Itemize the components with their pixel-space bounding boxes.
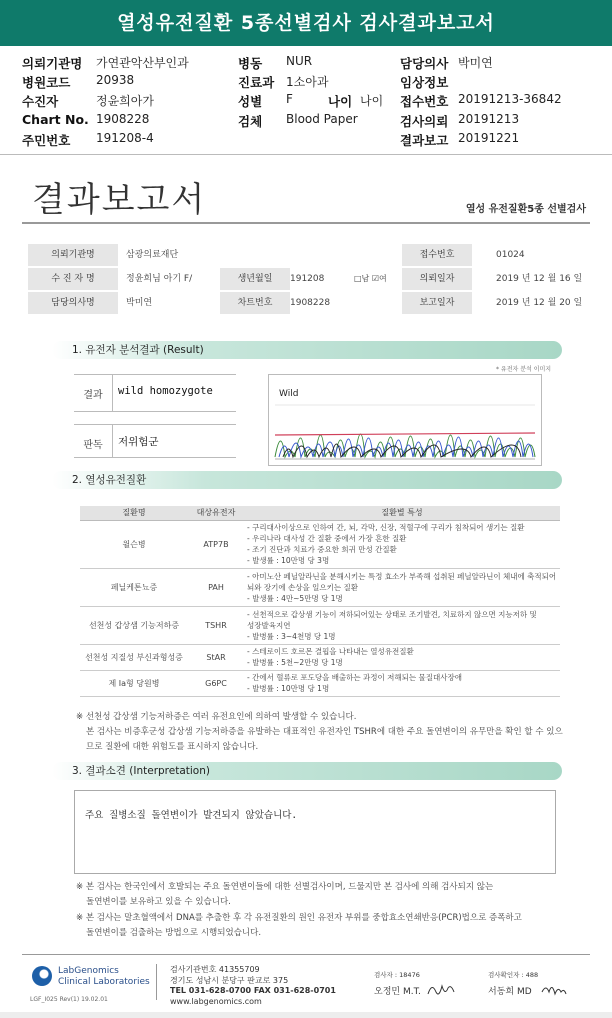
institution-key: 의뢰기관명 [22, 56, 83, 71]
info-dob-label: 생년월일 [220, 268, 290, 290]
disclaimer-2b: 돌연변이를 검출하는 방법으로 시행되었습니다. [86, 928, 262, 938]
info-request-date-value: 2019 년 12 월 16 일 [496, 274, 583, 284]
accession-key: 접수번호 [400, 94, 449, 109]
rrn-value: 191208-4 [96, 131, 154, 145]
lab-address-3: TEL 031-628-0700 FAX 031-628-0701 [170, 986, 336, 995]
labgenomics-logo-icon [32, 966, 52, 986]
header-gene: 대상유전자 [188, 506, 244, 520]
footer-divider [22, 954, 590, 955]
specimen-value: Blood Paper [286, 112, 358, 126]
tshr-note-1: ※ 선천성 갑상샘 기능저하증은 여러 유전요인에 의하여 발생할 수 있습니다. [76, 712, 357, 722]
patient-key: 수진자 [22, 94, 59, 109]
accession-value: 20191213-36842 [458, 92, 562, 106]
table-row [80, 606, 560, 644]
desc-line: 뇌와 장기에 손상을 일으키는 질환 [247, 582, 358, 592]
disclaimer-2a: ※ 본 검사는 말초혈액에서 DNA를 추출한 후 각 유전질환의 원인 유전자 부위를 중합효소연쇄반응(PCR)법으로 증폭하고 [76, 913, 522, 923]
disease-name: 제 Ia형 당원병 [80, 670, 188, 696]
ward-value: NUR [286, 54, 313, 68]
lab-address-4: www.labgenomics.com [170, 997, 262, 1006]
table-row [80, 670, 560, 696]
desc-line: - 발병률 : 3~4천명 당 1명 [247, 631, 336, 641]
lab-address-2: 경기도 성남시 분당구 판교로 375 [170, 976, 289, 985]
disease-desc [244, 644, 560, 670]
hospital-code-value: 20938 [96, 73, 135, 87]
gene-image-note: * 유전자 분석 이미지 [496, 366, 552, 373]
info-report-date-value: 2019 년 12 월 20 일 [496, 298, 583, 308]
desc-line: - 아미노산 페닐알라닌을 분해시키는 특정 효소가 부족해 섭취된 페닐알라닌이 체내에 축적되어 [247, 571, 557, 581]
chart-no-key: Chart No. [22, 112, 89, 127]
desc-line: - 선천적으로 갑상샘 기능이 저하되어있는 상태로 조기발견, 치료하지 않으면 지능저하 및 [247, 609, 537, 619]
disease-name: 윌슨병 [80, 520, 188, 568]
hospital-code-key: 병원코드 [22, 75, 71, 90]
specimen-key: 검체 [238, 114, 263, 129]
info-dob-value: 191208 [290, 274, 325, 284]
chromatogram-trace [269, 375, 541, 465]
section-interpretation-heading: 3. 결과소견 (Interpretation) [52, 762, 562, 780]
disease-name: 페닐케톤뇨증 [80, 568, 188, 606]
info-institution-label: 의뢰기관명 [28, 244, 118, 266]
disease-gene: PAH [188, 568, 244, 606]
report-subtitle: 열성 유전질환5종 선별검사 [465, 204, 586, 215]
desc-line: - 스테로이드 호르몬 결핍을 나타내는 열성유전질환 [247, 647, 414, 656]
table-row [80, 644, 560, 670]
logo-subname: Clinical Laboratories [58, 977, 150, 987]
result-box [74, 374, 236, 462]
confirmer-signature-icon [540, 978, 568, 1000]
disease-gene: StAR [188, 644, 244, 670]
disclaimer-1b: 돌연변이를 보유하고 있을 수 있습니다. [86, 897, 231, 907]
info-chart-label: 차트번호 [220, 292, 290, 314]
desc-line: - 발병률 : 5천~2만명 당 1명 [247, 658, 343, 667]
confirmer-name: 서동희 MD [488, 987, 532, 997]
page-bottom-band [0, 1012, 612, 1018]
header-disease: 질환명 [80, 506, 188, 520]
form-code: LGF_I025 Rev(1) 19.02.01 [30, 996, 108, 1003]
desc-line: 성장발육지연 [247, 620, 291, 630]
request-date-key: 검사의뢰 [400, 114, 449, 129]
interpretation-text: 주요 질병소질 돌연변이가 발견되지 않았습니다. [85, 810, 298, 821]
doctor-value: 박미연 [458, 56, 493, 70]
disease-desc [244, 520, 560, 568]
header-metadata [22, 54, 602, 152]
info-accession-label: 접수번호 [402, 244, 472, 266]
info-request-date-label: 의뢰일자 [402, 268, 472, 290]
ward-key: 병동 [238, 56, 263, 71]
age-key: 나이 [328, 94, 353, 109]
doctor-key: 담당의사 [400, 56, 449, 71]
header-divider [0, 154, 612, 155]
report-date-value: 20191221 [458, 131, 520, 145]
disease-gene: TSHR [188, 606, 244, 644]
department-key: 진료과 [238, 75, 275, 90]
info-name-value: 정윤희님 아기 F/ [126, 274, 193, 284]
desc-line: - 발생률 : 10만명 당 3명 [247, 556, 330, 565]
section-disease-heading: 2. 열성유전질환 [52, 471, 562, 489]
judgement-value: 저위험군 [118, 436, 159, 448]
patient-value: 정윤희아가 [96, 94, 154, 108]
logo-name: LabGenomics [58, 966, 119, 976]
table-row [80, 568, 560, 606]
table-row [80, 520, 560, 568]
clinical-info-key: 임상정보 [400, 75, 449, 90]
disease-desc [244, 606, 560, 644]
desc-line: - 간에서 혈류로 포도당을 배출하는 과정이 저해되는 물질대사장애 [247, 673, 463, 682]
desc-line: - 구리대사이상으로 인하여 간, 뇌, 각막, 신장, 적혈구에 구리가 침착되어 생기는 질환 [247, 523, 525, 532]
technician-label: 검사자 : 18476 [374, 971, 420, 979]
result-value: wild homozygote [118, 385, 213, 397]
report-banner-title: 열성유전질환 5종선별검사 검사결과보고서 [0, 0, 612, 46]
disease-desc [244, 568, 560, 606]
info-chart-value: 1908228 [290, 298, 331, 308]
info-institution-value: 삼광의료재단 [126, 250, 179, 260]
chromatogram-image [268, 374, 542, 466]
age-value: 나이 [360, 94, 384, 108]
result-label: 결과 [83, 390, 103, 401]
department-value: 1소아과 [286, 75, 329, 89]
desc-line: - 발생률 : 4만~5만명 당 1명 [247, 593, 343, 603]
info-name-label: 수 진 자 명 [28, 268, 118, 290]
info-sex-checkbox: □남 ☑여 [354, 274, 387, 283]
footer-separator [156, 964, 157, 1000]
report-date-key: 결과보고 [400, 133, 449, 148]
request-date-value: 20191213 [458, 112, 520, 126]
disease-name: 선천성 지질성 부신과형성증 [80, 644, 188, 670]
disease-table-header [80, 506, 560, 520]
institution-value: 가연관악산부인과 [96, 56, 189, 70]
technician-signature-icon [426, 978, 456, 1000]
disease-gene: G6PC [188, 670, 244, 696]
sex-key: 성별 [238, 94, 263, 109]
info-report-date-label: 보고일자 [402, 292, 472, 314]
disease-gene: ATP7B [188, 520, 244, 568]
info-doctor-label: 담당의사명 [28, 292, 118, 314]
tshr-note-3: 므로 질환에 대한 위험도를 표시하지 않습니다. [86, 742, 259, 752]
title-divider [22, 222, 590, 224]
info-accession-value: 01024 [496, 250, 525, 260]
chart-no-value: 1908228 [96, 112, 150, 126]
report-title: 결과보고서 [32, 180, 207, 220]
disease-name: 선천성 갑상샘 기능저하증 [80, 606, 188, 644]
judgement-label: 판독 [83, 440, 103, 451]
rrn-key: 주민번호 [22, 133, 71, 148]
section-result-heading: 1. 유전자 분석결과 (Result) [52, 341, 562, 359]
chromatogram-label: Wild [279, 389, 299, 399]
desc-line: - 발병률 : 10만명 당 1명 [247, 684, 330, 693]
disclaimer-1a: ※ 본 검사는 한국인에서 호발되는 주요 돌연변이들에 대한 선별검사이며, 드물지만 본 검사에 의해 검사되지 않는 [76, 882, 494, 892]
technician-name: 오정민 M.T. [374, 987, 421, 997]
disease-table [80, 506, 560, 697]
desc-line: - 우리나라 대사성 간 질환 중에서 가장 흔한 질환 [247, 534, 407, 543]
disease-desc [244, 670, 560, 696]
sex-value: F [286, 92, 293, 106]
desc-line: - 조기 진단과 치료가 중요한 희귀 만성 간질환 [247, 545, 397, 554]
tshr-note-2: 본 검사는 비증후군성 갑상샘 기능저하증을 유발하는 대표적인 유전자인 TSHR에 대한 주요 돌연변이의 유무만을 확인 할 수 있으 [86, 727, 563, 737]
lab-address-1: 검사기관번호 41355709 [170, 965, 260, 974]
header-feature: 질환별 특성 [244, 506, 560, 520]
info-doctor-value: 박미연 [126, 298, 153, 308]
interpretation-box [74, 790, 556, 874]
confirmer-label: 검사확인자 : 488 [488, 971, 539, 979]
